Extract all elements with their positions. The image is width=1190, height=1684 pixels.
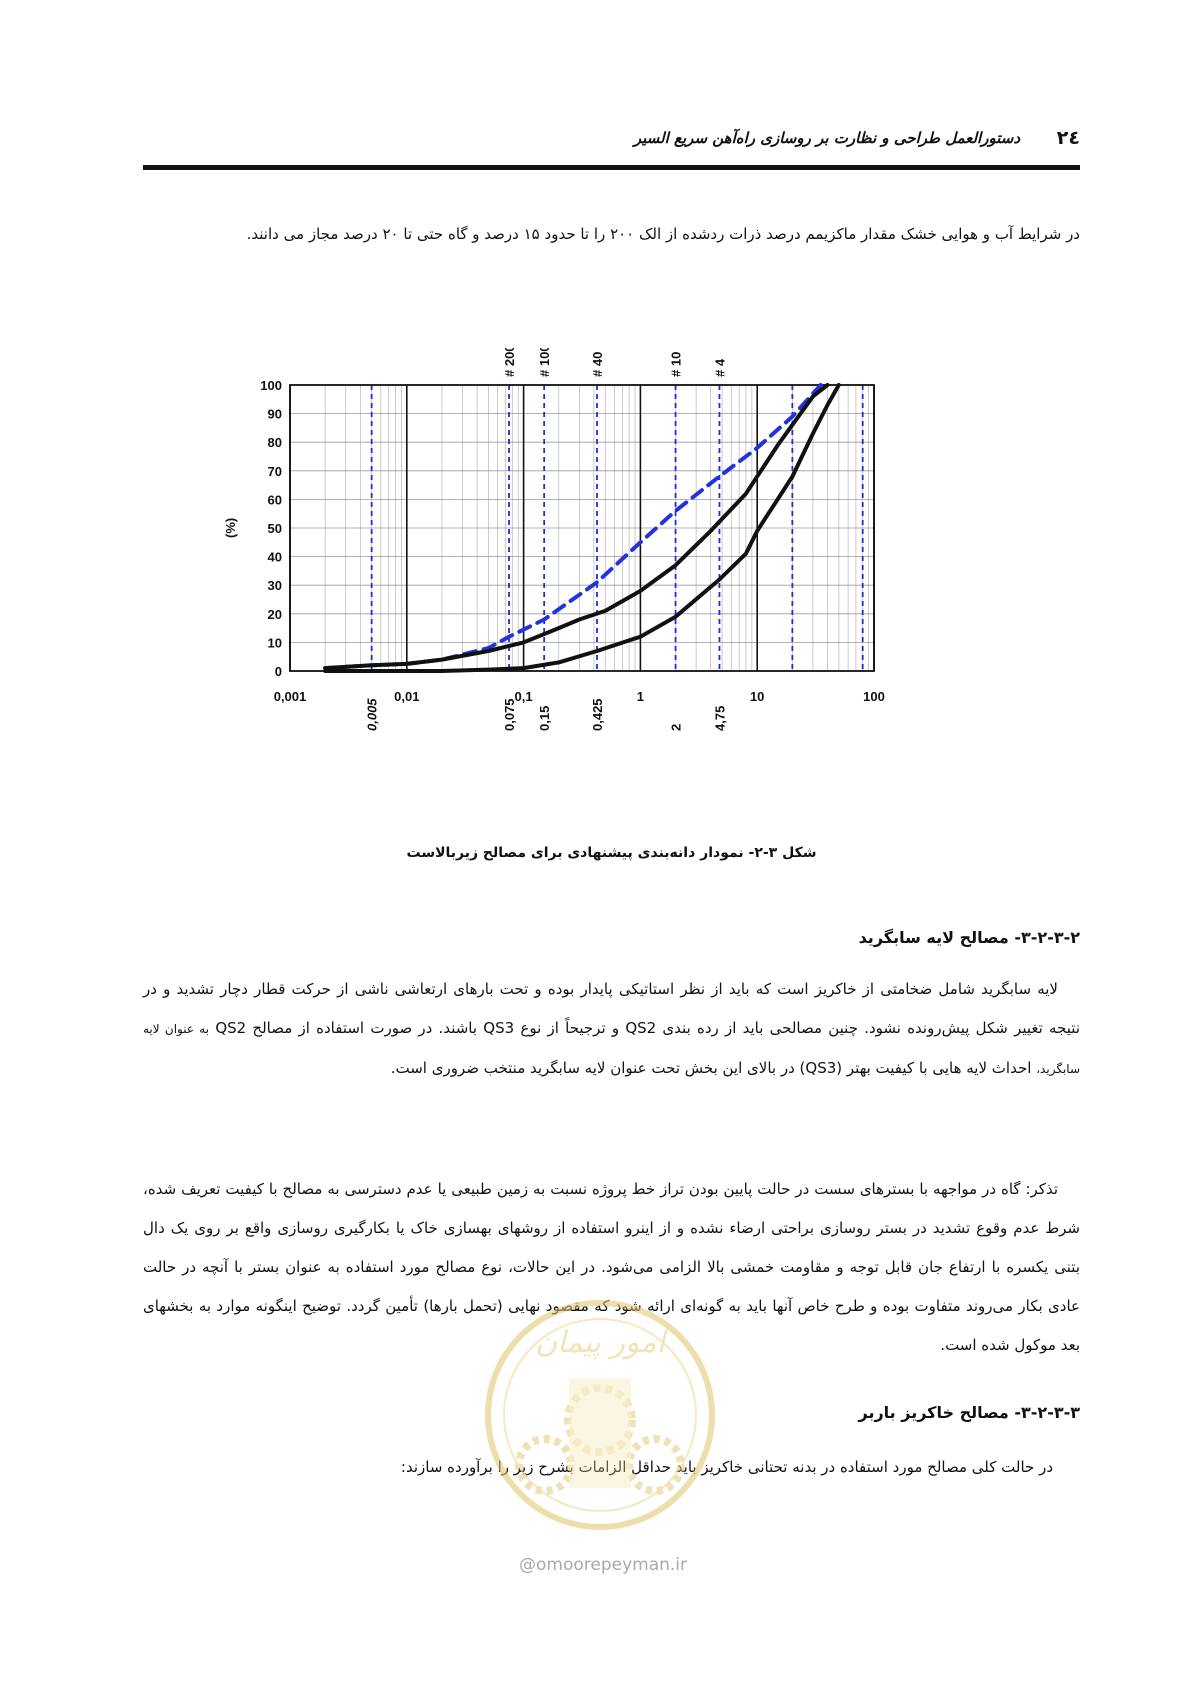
y-tick-label: 60 [267,492,282,508]
paragraph-subgrade-small: به عنوان لایه سابگرید، [143,1022,1080,1076]
x-extra-label: 2 [668,723,684,731]
paragraph-subgrade-part-a: لایه سابگرید شامل ضخامتی از خاکریز است که باید از نظر استاتیکی پایدار بوده و تحت بارهای ارتعاشی ناشی از حرکت قطار دچار تشدید و در نتیجه تغییر شکل پیش‌رونده نشود. چنین مصالحی باید از رده بندی QS2 و ترجیحاً از نوع QS3 باشند. در صورت استفاده از مصالح QS2 [143,980,1080,1037]
x-tick-label: 0,01 [394,689,420,704]
x-tick-label: 100 [863,689,885,704]
y-tick-label: 10 [267,635,282,651]
y-tick-label: 0 [274,664,282,679]
header-rule [143,165,1080,170]
section-heading-embankment: ۳-۲-۳-۳- مصالح خاکریز باربر [858,1403,1080,1422]
watermark-logo [465,1290,735,1540]
chart-svg [220,348,980,798]
sieve-label: # 40 [589,351,605,377]
watermark-url: @omoorepeyman.ir [518,1555,688,1575]
x-extra-label: 0,075 [502,698,518,731]
page-header [143,125,1080,171]
y-axis-label: (%) [223,517,238,538]
y-tick-label: 50 [267,521,282,536]
x-extra-label: 4,75 [712,705,728,731]
paragraph-subgrade [143,970,1080,1089]
figure-caption: شکل ۳-۲- نمودار دانه‌بندی پیشنهادی برای مصالح زیربالاست [406,845,817,861]
paragraph-subgrade-part-b: احداث لایه هایی با کیفیت بهتر (QS3) در بالای این بخش تحت عنوان لایه سابگرید منتخب ضروری است. [390,1059,1032,1077]
y-tick-label: 40 [267,549,282,565]
svg-text:امور پیمان: امور پیمان [535,1325,665,1360]
x-tick-label: 1 [636,689,645,704]
y-tick-label: 30 [267,578,282,594]
sieve-label: # 100 [537,348,553,377]
x-extra-label: 0,425 [589,698,605,731]
x-extra-label: 0,005 [364,698,380,731]
paragraph-embankment: در حالت کلی مصالح مورد استفاده در بدنه تحتانی خاکریز باید حداقل الزامات بشرح زیر را برآورده سازند: [400,1458,1053,1476]
intro-paragraph: در شرایط آب و هوایی خشک مقدار ماکزیمم درصد ذرات ردشده از الک ۲۰۰ را تا حدود ۱۵ درصد و گاه حتی تا ۲۰ درصد مجاز می دانند. [246,225,1080,243]
x-tick-label: 0,1 [514,689,533,704]
y-tick-label: 70 [267,463,282,479]
sieve-label: # 200 [502,348,518,377]
sieve-label: # 4 [712,358,728,377]
y-tick-label: 80 [267,435,282,451]
y-tick-label: 90 [267,406,282,422]
header-title: دستورالعمل طراحی و نظارت بر روسازی راه‌آهن سریع السیر [633,129,1020,147]
x-tick-label: 0,001 [273,689,307,704]
page-number: ۲٤ [1056,127,1080,149]
recommended-curve [325,385,821,668]
x-extra-label: 0,15 [537,705,553,731]
sieve-label: # 10 [668,351,684,377]
y-tick-label: 20 [267,606,282,622]
section-heading-subgrade: ۳-۲-۳-۲- مصالح لایه سابگرید [858,928,1080,947]
x-tick-label: 10 [749,689,765,704]
y-tick-label: 100 [260,378,282,393]
paragraph-note: تذکر: گاه در مواجهه با بسترهای سست در حالت پایین بودن تراز خط پروژه نسبت به زمین طبیعی یا عدم دسترسی به مصالح با کیفیت تعریف شده، شرط عدم وقوع تشدید در بستر روسازی براحتی ارضاء نشده و از اینرو استفاده از روشهای بهسازی خاک یا بکارگیری روسازی واقع بر روی یک دال بتنی یکسره با ارتفاع جان قابل توجه و مقاومت خمشی بالا الزامی می‌شود. در این حالات، نوع مصالح مورد استفاده به عنوان بستر با آنچه در حالت عادی بکار می‌روند متفاوت بوده و طرح خاص آنها باید به گونه‌ای ارائه شود که مقصود نهایی (تحمل بارها) تأمین گردد. توضیح اینگونه موارد به بخشهای بعد موکول شده است. [143,1180,1080,1354]
seal-icon [465,1290,735,1540]
gradation-chart [220,348,980,798]
